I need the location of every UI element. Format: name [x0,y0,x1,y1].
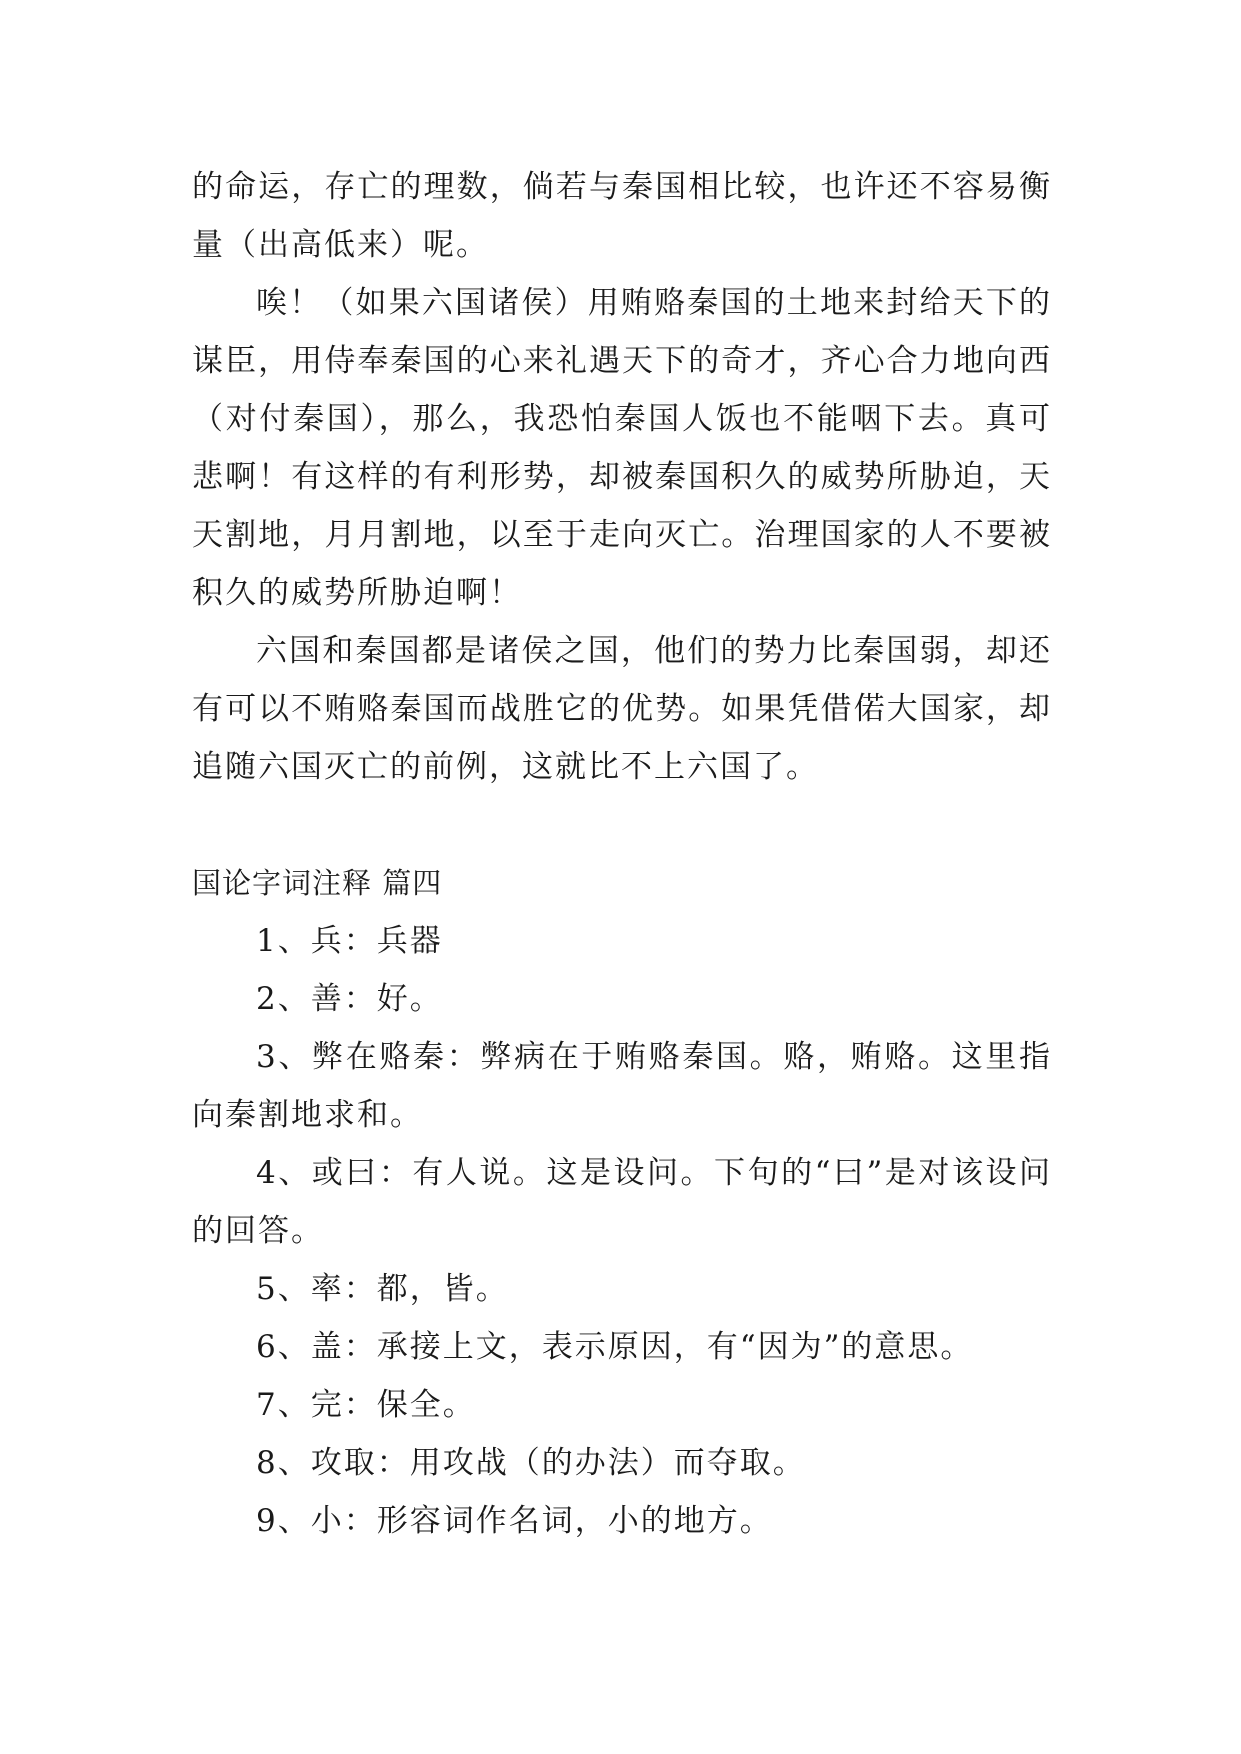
note-item-6: 6、盖：承接上文，表示原因，有“因为”的意思。 [256,1329,974,1365]
note-item-3: 3、弊在赂秦：弊病在于贿赂秦国。赂，贿赂。这里指向秦割地求和。 [192,1039,1052,1133]
document-body [192,158,1052,1550]
paragraph-conclusion: 六国和秦国都是诸侯之国，他们的势力比秦国弱，却还有可以不贿赂秦国而战胜它的优势。如果凭借偌大国家，却追随六国灭亡的前例，这就比不上六国了。 [192,633,1052,785]
note-item-2: 2、善：好。 [256,981,443,1017]
note-item-9: 9、小：形容词作名词，小的地方。 [256,1503,773,1539]
note-item-4: 4、或曰：有人说。这是设问。下句的“曰”是对该设问的回答。 [192,1155,1052,1249]
note-item-7: 7、完：保全。 [256,1387,476,1423]
section-heading: 国论字词注释 篇四 [192,866,443,900]
note-item-1: 1、兵：兵器 [256,923,443,959]
note-item-5: 5、率：都，皆。 [256,1271,509,1307]
paragraph-continuation: 的命运，存亡的理数，倘若与秦国相比较，也许还不容易衡量（出高低来）呢。 [192,169,1052,263]
note-item-8: 8、攻取：用攻战（的办法）而夺取。 [256,1445,806,1481]
paragraph-translation: 唉！（如果六国诸侯）用贿赂秦国的土地来封给天下的谋臣，用侍奉秦国的心来礼遇天下的奇才，齐心合力地向西（对付秦国），那么，我恐怕秦国人饭也不能咽下去。真可悲啊！有这样的有利形势，却被秦国积久的威势所胁迫，天天割地，月月割地，以至于走向灭亡。治理国家的人不要被积久的威势所胁迫啊！ [192,285,1052,611]
